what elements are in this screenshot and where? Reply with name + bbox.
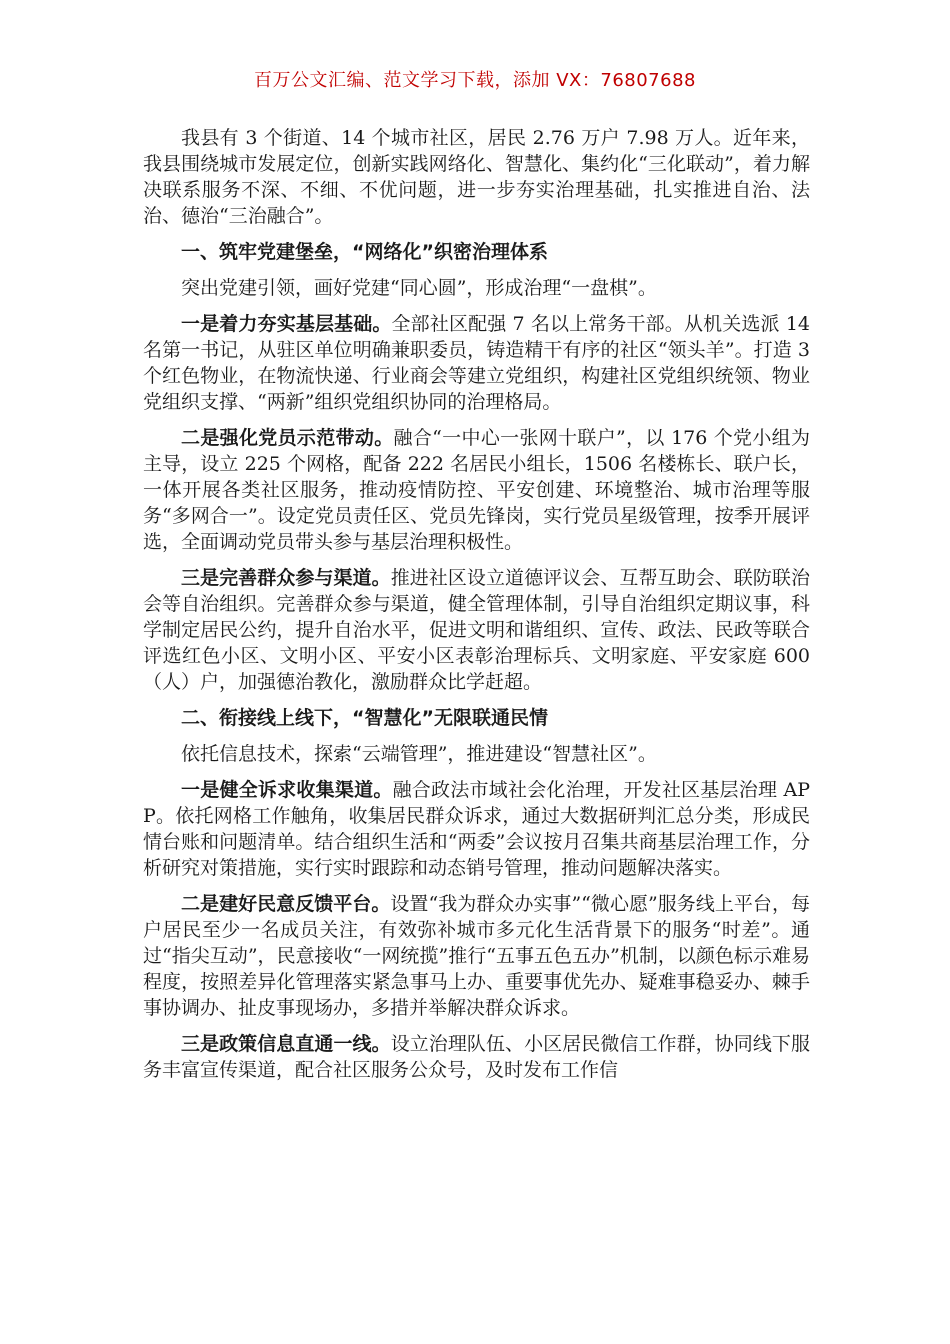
item-text: 融合“一中心一张网十联户”，以 176 个党小组为主导，设立 225 个网格，配备 222 名居民小组长，1506 名楼栋长、联户长，一体开展各类社区服务，推动疫情防控、平安创建、环境整治、城市治理等服务“多网合一”。设定党员责任区、党员先锋岗，实行党员星级管理，按季开展评选，全面调动党员带头参与基层治理积极性。 <box>143 427 810 553</box>
item-lead: 三是政策信息直通一线。 <box>181 1033 391 1055</box>
intro-paragraph: 我县有 3 个街道、14 个城市社区，居民 2.76 万户 7.98 万人。近年来，我县围绕城市发展定位，创新实践网络化、智慧化、集约化“三化联动”，着力解决联系服务不深、不细、不优问题，进一步夯实治理基础，扎实推进自治、法治、德治“三治融合”。 <box>143 127 810 227</box>
section-2-item-2 <box>143 891 810 1021</box>
section-1-item-2 <box>143 425 810 555</box>
item-text: 全部社区配强 7 名以上常务干部。从机关选派 14 名第一书记，从驻区单位明确兼职委员，铸造精干有序的社区“领头羊”。打造 3 个红色物业，在物流快递、行业商会等建立党组织，构建社区党组织统领、物业党组织支撑、“两新”组织党组织协同的治理格局。 <box>143 313 810 413</box>
item-lead: 一是着力夯实基层基础。 <box>181 313 392 335</box>
section-1-intro: 突出党建引领，画好党建“同心圆”，形成治理“一盘棋”。 <box>181 277 657 299</box>
item-text: 融合政法市域社会化治理，开发社区基层治理 APP。依托网格工作触角，收集居民群众诉求，通过大数据研判汇总分类，形成民情台账和问题清单。结合组织生活和“两委”会议按月召集共商基层治理工作，分析研究对策措施，实行实时跟踪和动态销号管理，推动问题解决落实。 <box>143 779 810 879</box>
section-2-item-1 <box>143 777 810 881</box>
section-2-item-3 <box>143 1031 810 1083</box>
item-text: 设立治理队伍、小区居民微信工作群，协同线下服务丰富宣传渠道，配合社区服务公众号，及时发布工作信 <box>143 1033 810 1081</box>
section-2-intro: 依托信息技术，探索“云端管理”，推进建设“智慧社区”。 <box>181 743 657 765</box>
section-1-item-1 <box>143 311 810 415</box>
item-lead: 二是强化党员示范带动。 <box>181 427 394 449</box>
section-1-item-3 <box>143 565 810 695</box>
item-text: 推进社区设立道德评议会、互帮互助会、联防联治会等自治组织。完善群众参与渠道，健全管理体制，引导自治组织定期议事，科学制定居民公约，提升自治水平，促进文明和谐组织、宣传、政法、民政等联合评选红色小区、文明小区、平安小区表彰治理标兵、文明家庭、平安家庭 600（人）户，加强德治教化，激励群众比学赶超。 <box>143 567 810 693</box>
section-1-title: 一、筑牢党建堡垒，“网络化”织密治理体系 <box>181 241 548 263</box>
document-body <box>143 125 810 1093</box>
item-lead: 二是建好民意反馈平台。 <box>181 893 391 915</box>
header-banner: 百万公文汇编、范文学习下载，添加 VX：76807688 <box>254 70 696 91</box>
item-lead: 三是完善群众参与渠道。 <box>181 567 391 589</box>
item-lead: 一是健全诉求收集渠道。 <box>181 779 393 801</box>
item-text: 设置“我为群众办实事”“微心愿”服务线上平台，每户居民至少一名成员关注，有效弥补城市多元化生活背景下的服务“时差”。通过“指尖互动”，民意接收“一网统揽”推行“五事五色五办”机制，以颜色标示难易程度，按照差异化管理落实紧急事马上办、重要事优先办、疑难事稳妥办、棘手事协调办、扯皮事现场办，多措并举解决群众诉求。 <box>143 893 810 1019</box>
section-2-title: 二、衔接线上线下，“智慧化”无限联通民情 <box>181 707 548 729</box>
